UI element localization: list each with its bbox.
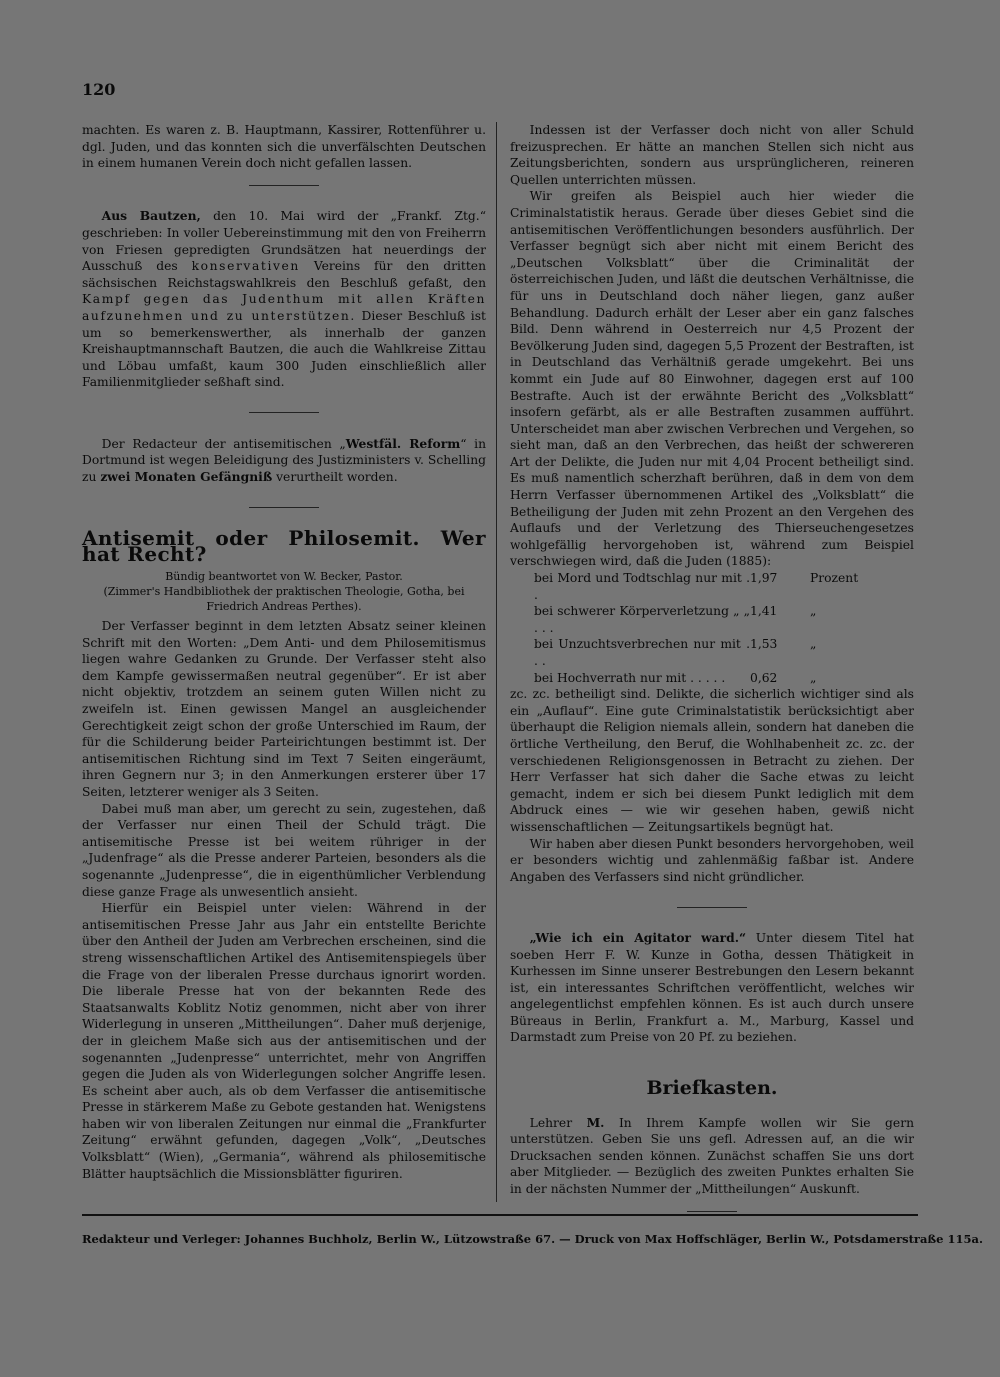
article-paragraph: Wir greifen als Beispiel auch hier wieder die Criminalstatistik heraus. Gerade über dieses Gebiet sind die antisemitischen Veröffentlichungen besonders ausführlich. Der Verfasser begnügt sich aber nicht mit einem Bericht des „Deutschen Volksblatt“ über die Criminalität der österreichischen Juden, und läßt die deutschen Verhältnisse, die für uns in Deutschland doch näher liegen, ganz außer Behandlung. Dadurch erhält der Leser aber ein ganz falsches Bild. Denn während in Oesterreich nur 4,5 Prozent der Bevölkerung Juden sind, dagegen 5,5 Prozent der Bestraften, ist in Deutschland das Verhältniß gerade umgekehrt. Bei uns kommt ein Jude auf 80 Einwohner, dagegen erst auf 100 Bestrafte. Auch ist der erwähnte Bericht des „Volksblatt“ insofern gefärbt, als er alle Bestraften zusammen aufführt. Unterscheidet man aber zwischen Verbrechen und Vergehen, so sieht man, daß an den Verbrechen, das heißt der schwereren Art der Delikte, die Juden nur mit 4,04 Procent betheiligt sind. Es muß namentlich scherzhaft berühren, daß in dem von dem Herrn Verfasser übernommenen Artikel des „Volksblatt“ die Betheiligung der Juden mit zehn Prozent an den Vergehen des Auflaufs und der Verletzung des Thierseuchengesetzes wohlgefällig hervorgehoben ist, während zum Beispiel verschwiegen wird, daß die Juden (1885): <box>510 189 914 569</box>
news-text: den 10. Mai wird der „Frankf. Ztg.“ geschrieben: In voller Uebereinstimmung mit den von Freiherrn von Friesen gepredigten Grundsätzen hat neuerdings der Ausschuß des <box>82 209 486 274</box>
news-item-bautzen <box>82 208 486 391</box>
left-column <box>82 122 486 1182</box>
article-paragraph: Indessen ist der Verfasser doch nicht von aller Schuld freizusprechen. Er hätte an manchen Stellen sich nicht aus Zeitungsberichten, sondern aus ursprünglicheren, reineren Quellen unterrichten müssen. <box>510 123 914 187</box>
article-paragraph: Wir haben aber diesen Punkt besonders hervorgehoben, weil er besonders wichtig und zahlenmäßig faßbar ist. Andere Angaben des Verfassers sind nicht gründlicher. <box>510 836 914 884</box>
article-byline: Bündig beantwortet von W. Becker, Pastor. <box>165 570 403 584</box>
news-text: verurtheilt worden. <box>272 469 398 484</box>
news-text: Unter diesem Titel hat soeben Herr F. W. Kunze in Gotha, dessen Thätigkeit in Kurhessen im Sinne unserer Bestrebungen den Lesern bekannt ist, ein interessantes Schriftchen veröffentlicht, welches wir angelegentlichst empfehlen können. Es ist auch durch unsere Büreaus in Berlin, Frankfurt a. M., Marburg, Kassel und Darmstadt zum Preise von 20 Pf. zu beziehen. <box>510 930 914 1045</box>
stat-crime: bei schwerer Körperverletzung „ „ . . . <box>534 604 750 635</box>
briefkasten-entry <box>510 1115 914 1198</box>
article-title: Antisemit oder Philosemit. Wer hat Recht? <box>82 525 486 567</box>
article-source: (Zimmer's Handbibliothek der praktischen Theologie, Gotha, bei Friedrich Andreas Perthes). <box>103 585 465 614</box>
stat-crime: bei Unzuchtsverbrechen nur mit . . . <box>534 637 750 668</box>
news-emphasis: Kampf gegen das Judenthum mit allen Kräften aufzunehmen und zu unterstützen. <box>82 292 486 323</box>
stat-unit: Prozent <box>810 571 859 586</box>
news-item-agitator <box>510 930 914 1046</box>
brief-text: In Ihrem Kampfe wollen wir Sie gern unterstützen. Geben Sie uns gefl. Adressen auf, an die wir Drucksachen senden können. Zunächst schaffen Sie uns dort aber Mitglieder. — Bezüglich des zweiten Punktes erhalten Sie in der nächsten Nummer der „Mittheilungen“ Auskunft. <box>510 1115 914 1197</box>
separator <box>510 1204 914 1221</box>
paragraph-continuation: machten. Es waren z. B. Hauptmann, Kassirer, Rottenführer u. dgl. Juden, und das konnten sich die unverfälschten Deutschen in einem humanen Verein doch nicht gefallen lassen. <box>82 123 486 171</box>
brief-recipient: M. <box>586 1114 605 1130</box>
stat-crime: bei Mord und Todtschlag nur mit . . <box>534 571 750 602</box>
footer-rule <box>82 1214 918 1216</box>
right-column <box>510 122 914 1234</box>
stat-unit: „ <box>810 637 817 652</box>
newspaper-name: Westfäl. Reform <box>345 435 461 451</box>
news-emphasis: konservativen <box>191 259 300 274</box>
separator <box>510 899 914 916</box>
news-text: Vereins für den dritten sächsischen Reichstagswahlkreis den Beschluß gefaßt, den <box>82 259 486 290</box>
stat-value: 0,62 <box>750 670 778 685</box>
separator <box>82 178 486 195</box>
news-text: Dieser Beschluß ist um so bemerkenswerther, als innerhalb der ganzen Kreishauptmannschaft Bautzen, die auch die Wahlkreise Zittau und Löbau umfaßt, kaum 300 Juden einschließlich aller Familienmitglieder seßhaft sind. <box>82 308 486 390</box>
column-divider <box>496 122 497 1202</box>
page-number: 120 <box>82 80 116 99</box>
imprint-footer: Redakteur und Verleger: Johannes Buchholz, Berlin W., Lützowstraße 67. — Druck von Max Hoffschläger, Berlin W., Potsdamerstraße 115a. <box>82 1232 983 1246</box>
briefkasten-heading: Briefkasten. <box>646 1077 778 1100</box>
stat-value: 1,97 <box>750 571 778 586</box>
book-title: „Wie ich ein Agitator ward.“ <box>529 929 747 945</box>
separator <box>82 499 486 516</box>
stat-value: 1,41 <box>750 604 778 619</box>
article-paragraph: Dabei muß man aber, um gerecht zu sein, zugestehen, daß der Verfasser nur einen Theil der Schuld trägt. Die antisemitische Presse ist bei weitem rühriger in der „Judenfrage“ als die Presse anderer Parteien, besonders als die sogenannte „Judenpresse“, die in eigenthümlicher Verblendung diese ganze Frage als unwesentlich ansieht. <box>82 801 486 899</box>
news-text: “ in Dortmund ist wegen Beleidigung des Justizministers v. Schelling zu <box>82 436 487 484</box>
news-item-dortmund <box>82 436 486 486</box>
news-text: Der Redacteur der antisemitischen „ <box>101 436 346 451</box>
article-paragraph: zc. zc. betheiligt sind. Delikte, die sicherlich wichtiger sind als ein „Auflauf“. Eine gute Criminalstatistik berücksichtigt aber überhaupt die Religion niemals allein, sondern hat daneben die örtliche Vertheilung, den Beruf, die Wohlhabenheit zc. zc. der verschiedenen Religionsgenossen in Betracht zu ziehen. Der Herr Verfasser hat sich daher die Sache etwas zu leicht gemacht, indem er sich bei diesem Punkt lediglich mit dem Abdruck eines — wie wir gesehen haben, gewiß nicht wissenschaftlichen — Zeitungsartikels begnügt hat. <box>510 687 914 834</box>
brief-text: Lehrer <box>529 1115 587 1130</box>
stat-row <box>510 636 914 669</box>
stat-crime: bei Hochverrath nur mit . . . . . <box>534 670 726 685</box>
crime-statistics <box>510 570 914 686</box>
article-paragraph: Hierfür ein Beispiel unter vielen: Während in der antisemitischen Presse Jahr aus Jahr ein entstellte Berichte über den Antheil der Juden am Verbrechen erscheinen, sind die streng wissenschaftlichen Artikel des Antisemitenspiegels über die Frage von der liberalen Presse durchaus ignorirt worden. Die liberale Presse hat von der bekannten Rede des Staatsanwalts Koblitz Notiz genommen, nicht aber von ihrer Widerlegung in unseren „Mittheilungen“. Daher muß derjenige, der in gleichem Maße sich aus der antisemitischen und der sogenannten „Judenpresse“ unterrichtet, mehr von Angriffen gegen die Juden als von Widerlegungen solcher Angriffe lesen. Es scheint aber auch, als ob dem Verfasser die antisemitische Presse in stärkerem Maße zu Gebote gestanden hat. Wenigstens haben wir von liberalen Zeitungen nur einmal die „Frankfurter Zeitung“ erwähnt gefunden, dagegen „Volk“, „Deutsches Volksblatt“ (Wien), „Germania“, während als philosemitische Blätter hauptsächlich die Missionsblätter figuriren. <box>82 901 486 1181</box>
sentence-emphasis: zwei Monaten Gefängniß <box>100 468 273 484</box>
news-lead: Aus Bautzen, <box>101 208 201 224</box>
separator <box>82 405 486 422</box>
stat-value: 1,53 <box>750 637 778 652</box>
stat-row <box>510 570 914 603</box>
stat-unit: „ <box>810 670 817 685</box>
stat-row <box>510 603 914 636</box>
stat-row <box>510 670 914 687</box>
stat-unit: „ <box>810 604 817 619</box>
article-paragraph: Der Verfasser beginnt in dem letzten Absatz seiner kleinen Schrift mit den Worten: „Dem Anti- und dem Philosemitismus liegen wahre Gedanken zu Grunde. Der Verfasser steht also dem Kampfe gewissermaßen neutral gegenüber“. Er ist aber nicht objektiv, trotzdem an seinem guten Willen nicht zu zweifeln ist. Einen gewissen Mangel an ausgleichender Gerechtigkeit zeigt schon der große Unterschied im Raum, der für die Schilderung beider Parteirichtungen bestimmt ist. Der antisemitischen Richtung sind im Text 7 Seiten eingeräumt, ihren Gegnern nur 3; in den Anmerkungen ersterer über 17 Seiten, letzterer weniger als 3 Seiten. <box>82 619 486 799</box>
